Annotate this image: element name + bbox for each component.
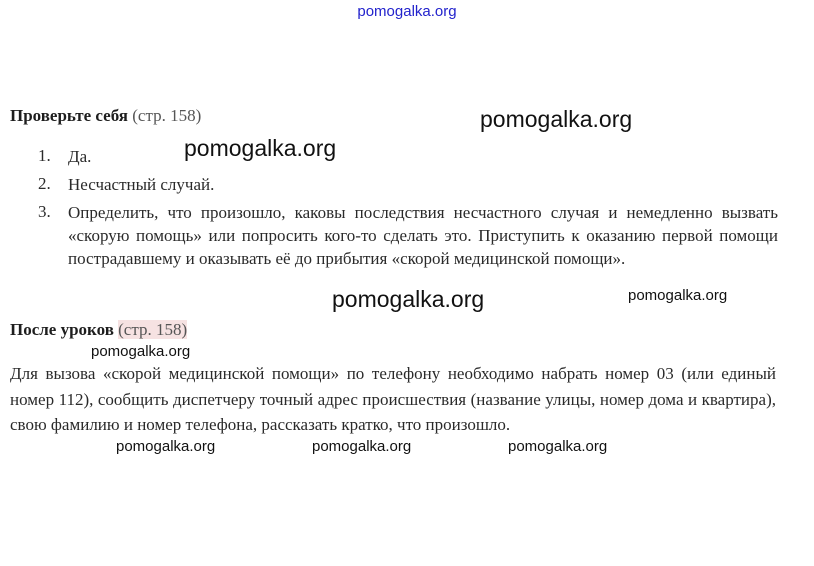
section2-page-ref: (стр. 158) [118, 320, 188, 339]
section1-title: Проверьте себя [10, 106, 128, 125]
list-item-number: 3. [38, 202, 51, 221]
section2-title: После уроков [10, 320, 114, 339]
list-item [38, 173, 778, 196]
watermark: pomogalka.org [508, 438, 608, 455]
section2-heading [10, 320, 187, 340]
list-item-text: Да. [68, 147, 92, 166]
answers-list [38, 145, 778, 275]
watermark: pomogalka.org [628, 287, 728, 304]
watermark: pomogalka.org [184, 135, 337, 161]
watermark: pomogalka.org [332, 286, 485, 312]
watermark: pomogalka.org [312, 438, 412, 455]
list-item-text: Определить, что произошло, каковы последствия несчастного случая и немедленно вызвать «скорую помощь» или попросить кого-то сделать это. Приступить к оказанию первой помощи пострадавшему и оказывать её до прибытия «скорой медицинской помощи». [68, 203, 778, 268]
section2-paragraph: Для вызова «скорой медицинской помощи» по телефону необходимо набрать номер 03 (или единый номер 112), сообщить диспетчеру точный адрес происшествия (название улицы, номер дома и квартира), свою фамилию и номер телефона, рассказать кратко, что произошло. [10, 364, 776, 434]
list-item-number: 1. [38, 146, 51, 165]
list-item [38, 201, 778, 270]
section1-heading [10, 106, 201, 126]
watermark: pomogalka.org [480, 106, 633, 132]
list-item-text: Несчастный случай. [68, 175, 215, 194]
watermark: pomogalka.org [91, 343, 191, 360]
section1-page-ref: (стр. 158) [132, 106, 202, 125]
watermark: pomogalka.org [116, 438, 216, 455]
list-item [38, 145, 778, 168]
top-watermark-link[interactable]: pomogalka.org [357, 3, 457, 20]
list-item-number: 2. [38, 174, 51, 193]
